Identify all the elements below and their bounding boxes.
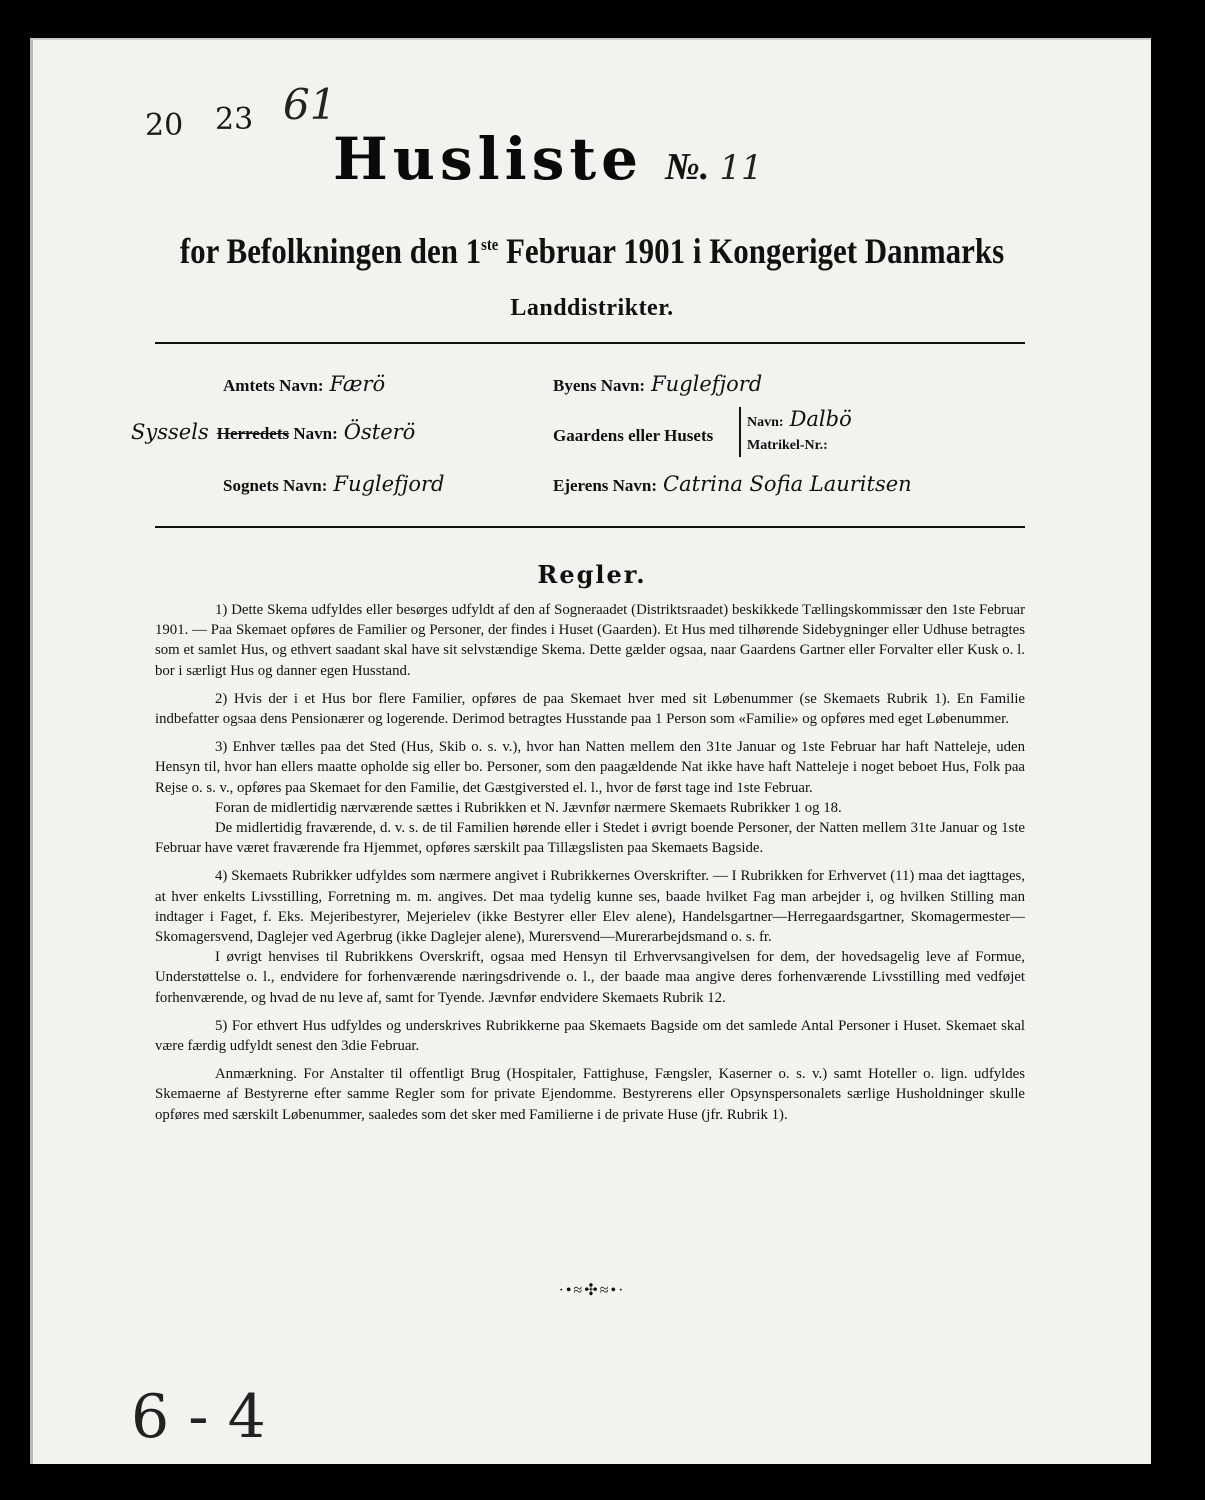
ejer-label: Ejerens Navn: — [553, 476, 658, 495]
archive-number-second: 23 — [215, 102, 254, 137]
by-label: Byens Navn: — [553, 376, 646, 395]
rule-3-note-present: Foran de midlertidig nærværende sættes i Rubrikken et N. Jævnfør nærmere Skemaets Rubrikker 1 og 18. — [215, 799, 842, 816]
herred-value: Österö — [343, 420, 416, 444]
rule-5: 5) For ethvert Hus udfyldes og underskrives Rubrikkerne paa Skemaets Bagside om det samlede Antal Personer i Huset. Skemaet skal være færdig udfyldt senest den 3die Februar. — [155, 1017, 1025, 1055]
handwritten-archive-number: 61 — [283, 80, 337, 129]
gaard-brace — [739, 407, 741, 457]
gaard-navn-field — [747, 407, 852, 431]
amt-value: Færö — [329, 372, 386, 396]
rules-heading: Regler. — [537, 560, 647, 589]
subtitle-after: Februar 1901 i Kongeriget Danmarks — [498, 231, 1005, 271]
herred-struck-label: Herredets — [216, 424, 290, 443]
gaard-navn-label: Navn: — [747, 415, 784, 430]
bottom-handwritten-note: 6 - 4 — [131, 1382, 266, 1452]
ornament-divider: ·•≈✣≈•· — [558, 1282, 626, 1299]
ejer-field — [553, 472, 912, 496]
census-form-page — [30, 38, 1151, 1464]
herred-prefix-handwritten: Syssels — [131, 420, 209, 444]
amt-field — [223, 372, 385, 396]
rule-3-note-absent: De midlertidig fraværende, d. v. s. de til Familien hørende eller i Stedet i øvrigt boende Personer, der Natten mellem 31te Januar og 1ste Februar have været fraværende fra Hjemmet, opføres særskilt paa Tillægslisten paa Skemaets Bagside. — [155, 820, 1025, 857]
sogn-field — [223, 472, 444, 496]
subtitle-sup: ste — [481, 235, 499, 254]
sogn-label: Sognets Navn: — [223, 476, 328, 495]
top-divider — [155, 342, 1025, 344]
herred-label: Navn: — [293, 424, 338, 443]
gaard-matrikel-label: Matrikel-Nr.: — [747, 438, 828, 453]
rule-3: 3) Enhver tælles paa det Sted (Hus, Skib o. s. v.), hvor han Natten mellem den 31te Januar og 1ste Februar har haft Natteleje, uden Hensyn til, hvor han ellers maatte opholde sig eller bo. Personer, som den paagældende Nat ikke have haft Natteleje i noget beboet Hus, Folk paa Rejse o. s. v., opføres paa Skemaet for den Familie, det Gæstgiversted el. l., hvor de først tage ind 1ste Februar. — [155, 739, 1025, 796]
gaard-navn-value: Dalbö — [789, 407, 852, 431]
rule-remark: Anmærkning. For Anstalter til offentligt Brug (Hospitaler, Fattighuse, Fængsler, Kaserner o. s. v.) samt Hoteller o. lign. udfyldes Skemaerne af Bestyrerne efter samme Regler som for private Ejendomme. Bestyrerens eller Opsynspersonalets særlige Husholdninger skulle opføres med særskilt Løbenummer, saaledes som det sker med Familierne i de private Huse (jfr. Rubrik 1). — [155, 1066, 1025, 1123]
ejer-value: Catrina Sofia Lauritsen — [663, 472, 912, 496]
title-number-value: 11 — [719, 148, 763, 188]
form-subtitle — [111, 230, 1072, 272]
title-number-label: №. — [665, 146, 710, 188]
bottom-divider — [155, 526, 1025, 528]
form-title — [333, 125, 933, 193]
rules-body — [155, 600, 1025, 1133]
by-field — [553, 372, 762, 396]
rule-2: 2) Hvis der i et Hus bor flere Familier, opføres de paa Skemaet hver med sit Løbenummer (se Skemaets Rubrik 1). En Familie indbefatter ogsaa dens Pensionærer og logerende. Derimod betragtes Husstande paa 1 Person som «Familie» og opføres med eget Løbenummer. — [155, 690, 1025, 728]
by-value: Fuglefjord — [651, 372, 763, 396]
subtitle-before: for Befolkningen den 1 — [179, 231, 482, 271]
herred-field — [131, 420, 415, 444]
district-heading: Landdistrikter. — [510, 295, 674, 321]
rule-4-note: I øvrigt henvises til Rubrikkens Overskrift, ogsaa med Hensyn til Erhvervsangivelsen for dem, der hovedsagelig leve af Formue, Understøttelse o. l., endvidere for forhenværende næringsdrivende o. l., der baade maa angive deres forhenværende Livsstilling med vedføjet forhenværende, og hvad de nu leve af, samt for Tyende. Jævnfør endvidere Skemaets Rubrik 12. — [155, 949, 1025, 1006]
title-text: Husliste — [333, 125, 644, 193]
rule-1: 1) Dette Skema udfyldes eller besørges udfyldt af den af Sogneraadet (Distriktsraadet) beskikkede Tællingskommissær den 1ste Februar 1901. — Paa Skemaet opføres de Familier og Personer, der findes i Huset (Gaarden). Et Hus med tilhørende Sidebygninger eller Udhuse betragtes som et samlet Hus, og ethvert saadant skal have sit selvstændige Skema. Dette gælder ogsaa, naar Gaardens Gartner eller Forvalter eller Kusk o. l. bor i særligt Hus og danner egen Husstand. — [155, 602, 1025, 679]
rule-4: 4) Skemaets Rubrikker udfyldes som nærmere angivet i Rubrikkernes Overskrifter. — I Rubrikken for Erhvervet (11) maa det iagttages, at hver enkelts Livsstilling, Forretning m. m. angives. Det maa tydelig kunne ses, baade hvilket Fag man arbejder i, og hvilken Stilling man indtager i Faget, f. Eks. Mejeribestyrer, Mejerielev (ikke Bestyrer eller Elev alene), Handelsgartner—Herregaardsgartner, Skomagermester—Skomagersvend, Daglejer ved Agerbrug (ikke Daglejer alene), Murersvend—Murerarbejdsmand o. s. fr. — [155, 868, 1025, 946]
sogn-value: Fuglefjord — [333, 472, 445, 496]
amt-label: Amtets Navn: — [223, 376, 324, 395]
archive-number-first: 20 — [145, 108, 184, 143]
gaard-label: Gaardens eller Husets — [553, 426, 714, 445]
